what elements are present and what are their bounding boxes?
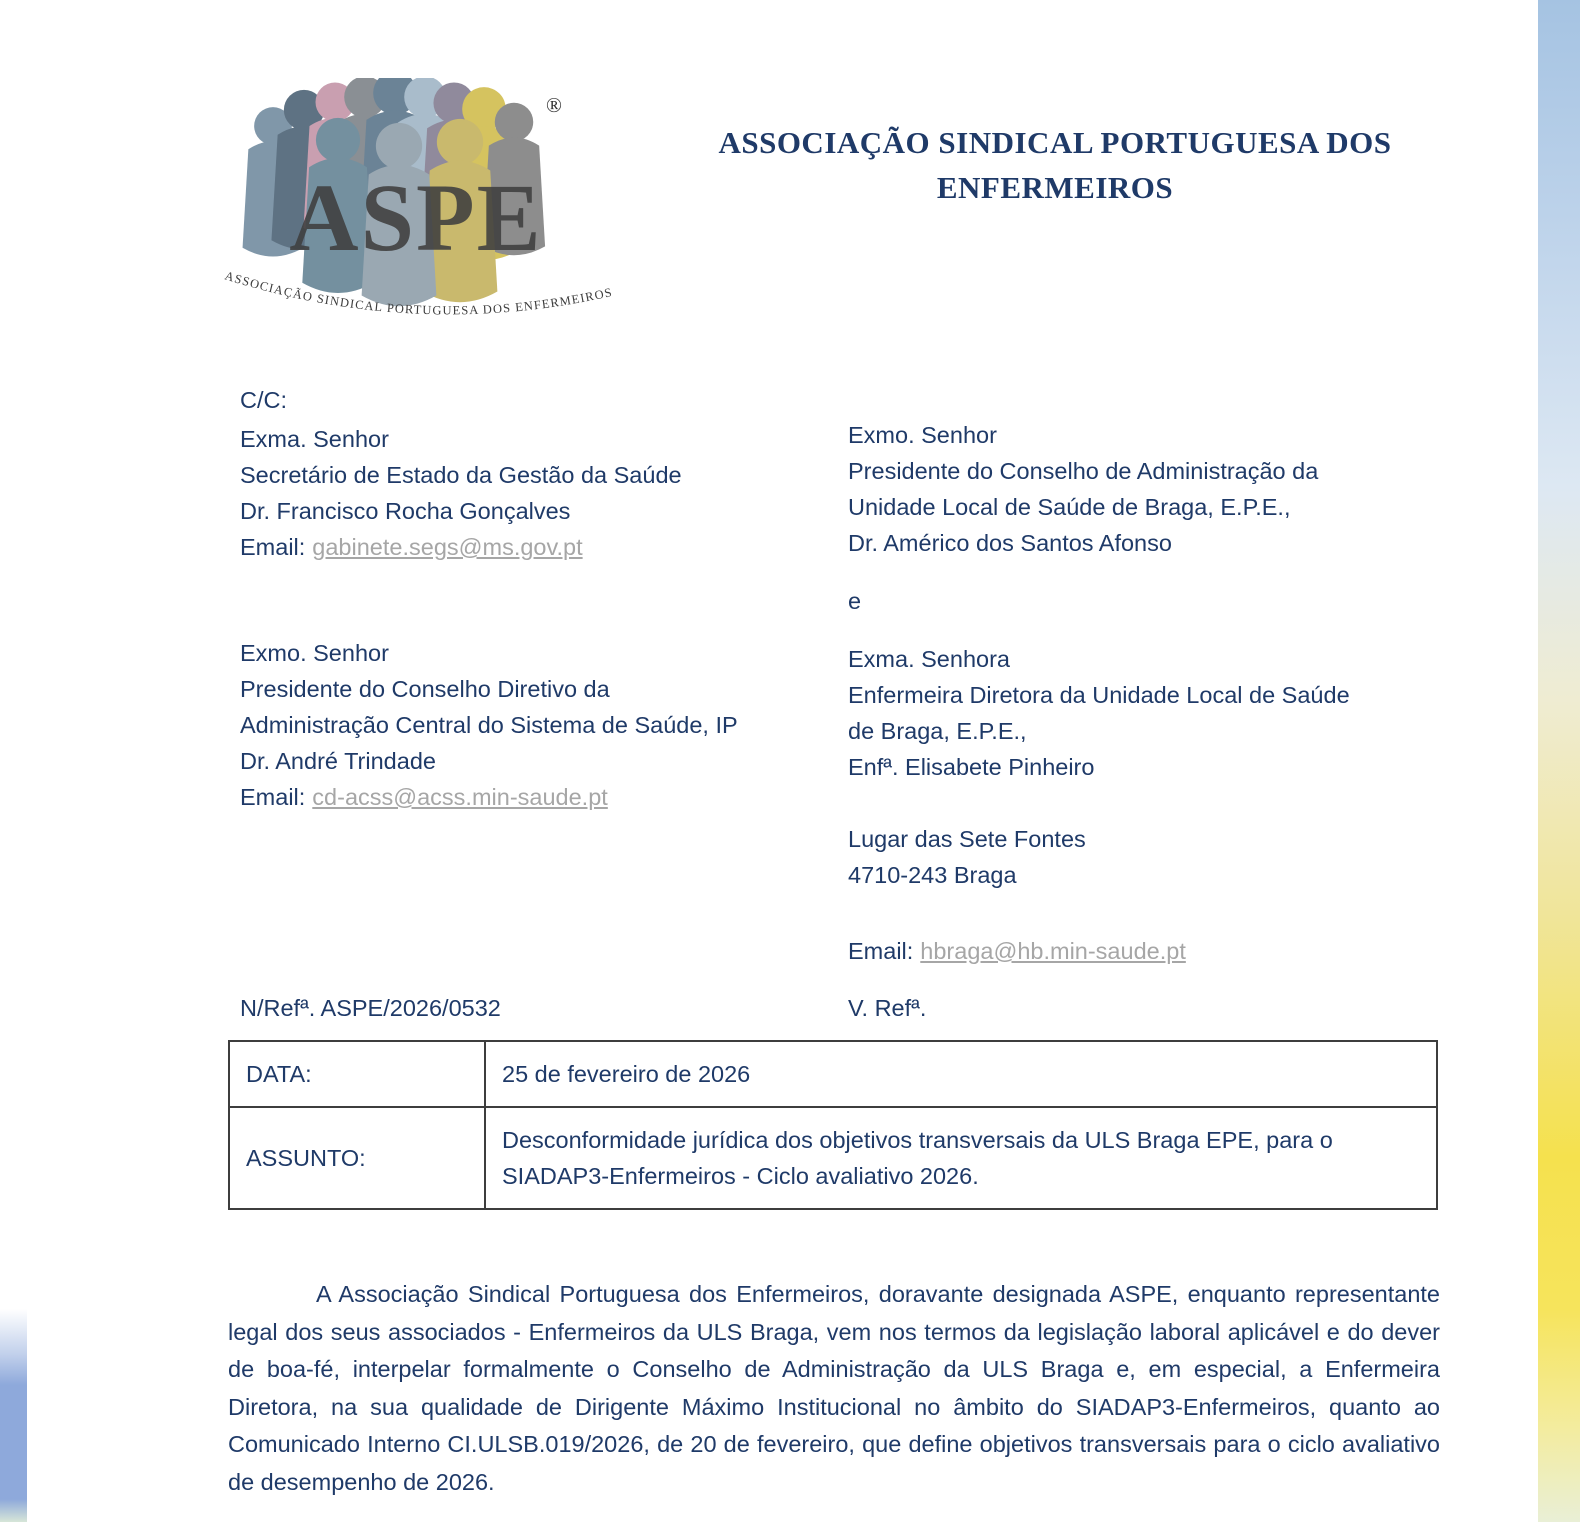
recipient-line: Exmo. Senhor: [848, 422, 997, 448]
gradient-band-left: [0, 0, 27, 1522]
cc-label: C/C:: [240, 387, 287, 413]
recipients-right-column: [848, 417, 1468, 969]
gradient-band-right: [1538, 0, 1580, 1522]
table-value-assunto: Desconformidade jurídica dos objetivos transversais da ULS Braga EPE, para o SIADAP3-Enfermeiros - Ciclo avaliativo 2026.: [485, 1107, 1437, 1209]
email-label: Email:: [848, 938, 914, 964]
email-line: [848, 933, 1468, 969]
recipient-block-acss: [240, 635, 830, 815]
email-link-hbraga[interactable]: hbraga@hb.min-saude.pt: [920, 938, 1186, 964]
recipient-line: Presidente do Conselho Diretivo da: [240, 676, 610, 702]
address-line: 4710-243 Braga: [848, 862, 1017, 888]
recipient-line: Enfermeira Diretora da Unidade Local de Saúde: [848, 682, 1350, 708]
logo-acronym-text: ASPE: [289, 164, 543, 271]
table-value-data: 25 de fevereiro de 2026: [485, 1041, 1437, 1107]
address-block: [848, 821, 1468, 893]
recipient-line: Exma. Senhora: [848, 646, 1010, 672]
recipient-line: Presidente do Conselho de Administração da: [848, 458, 1319, 484]
recipient-line: Dr. Américo dos Santos Afonso: [848, 530, 1172, 556]
recipient-line: Dr. Francisco Rocha Gonçalves: [240, 498, 571, 524]
table-label-assunto: ASSUNTO:: [229, 1107, 485, 1209]
email-line: [240, 529, 830, 565]
recipient-block-secretary: [240, 421, 830, 565]
aspe-logo-graphic: [218, 78, 618, 350]
recipient-line: Enfª. Elisabete Pinheiro: [848, 754, 1095, 780]
recipient-line: Exma. Senhor: [240, 426, 389, 452]
recipient-block-uls-director: [848, 641, 1468, 785]
recipients-left-column: [240, 381, 830, 815]
recipient-line: Dr. André Trindade: [240, 748, 436, 774]
email-label: Email:: [240, 784, 306, 810]
email-line: [240, 779, 830, 815]
connector-e: e: [848, 588, 862, 614]
recipient-line: Administração Central do Sistema de Saúde, IP: [240, 712, 738, 738]
recipient-line: Secretário de Estado da Gestão da Saúde: [240, 462, 682, 488]
email-link-acss[interactable]: cd-acss@acss.min-saude.pt: [312, 784, 608, 810]
logo-arc-text: ASSOCIAÇÃO SINDICAL PORTUGUESA DOS ENFERMEIROS: [223, 268, 614, 318]
email-link-segs[interactable]: gabinete.segs@ms.gov.pt: [312, 534, 583, 560]
recipient-line: Unidade Local de Saúde de Braga, E.P.E.,: [848, 494, 1291, 520]
aspe-logo: [218, 78, 618, 350]
your-reference: V. Refª.: [848, 995, 927, 1021]
registered-trademark-symbol: ®: [546, 93, 562, 117]
email-label: Email:: [240, 534, 306, 560]
references-row: [240, 990, 1440, 1026]
table-row-data: [229, 1041, 1437, 1107]
address-line: Lugar das Sete Fontes: [848, 826, 1086, 852]
organisation-title: ASSOCIAÇÃO SINDICAL PORTUGUESA DOS ENFERMEIROS: [718, 125, 1392, 205]
recipient-line: de Braga, E.P.E.,: [848, 718, 1027, 744]
table-row-assunto: [229, 1107, 1437, 1209]
recipient-block-uls-president: [848, 417, 1468, 561]
meta-table: [228, 1040, 1438, 1210]
table-label-data: DATA:: [229, 1041, 485, 1107]
recipient-line: Exmo. Senhor: [240, 640, 389, 666]
body-paragraph: A Associação Sindical Portuguesa dos Enfermeiros, doravante designada ASPE, enquanto representante legal dos seus associados - Enfermeiros da ULS Braga, vem nos termos da legislação laboral aplicável e do dever de boa-fé, interpelar formalmente o Conselho de Administração da ULS Braga e, em especial, a Enfermeira Diretora, na sua qualidade de Dirigente Máximo Institucional no âmbito do SIADAP3-Enfermeiros, quanto ao Comunicado Interno CI.ULSB.019/2026, de 20 de fevereiro, que define objetivos transversais para o ciclo avaliativo de desempenho de 2026.: [228, 1281, 1440, 1495]
our-reference: N/Refª. ASPE/2026/0532: [240, 995, 501, 1021]
